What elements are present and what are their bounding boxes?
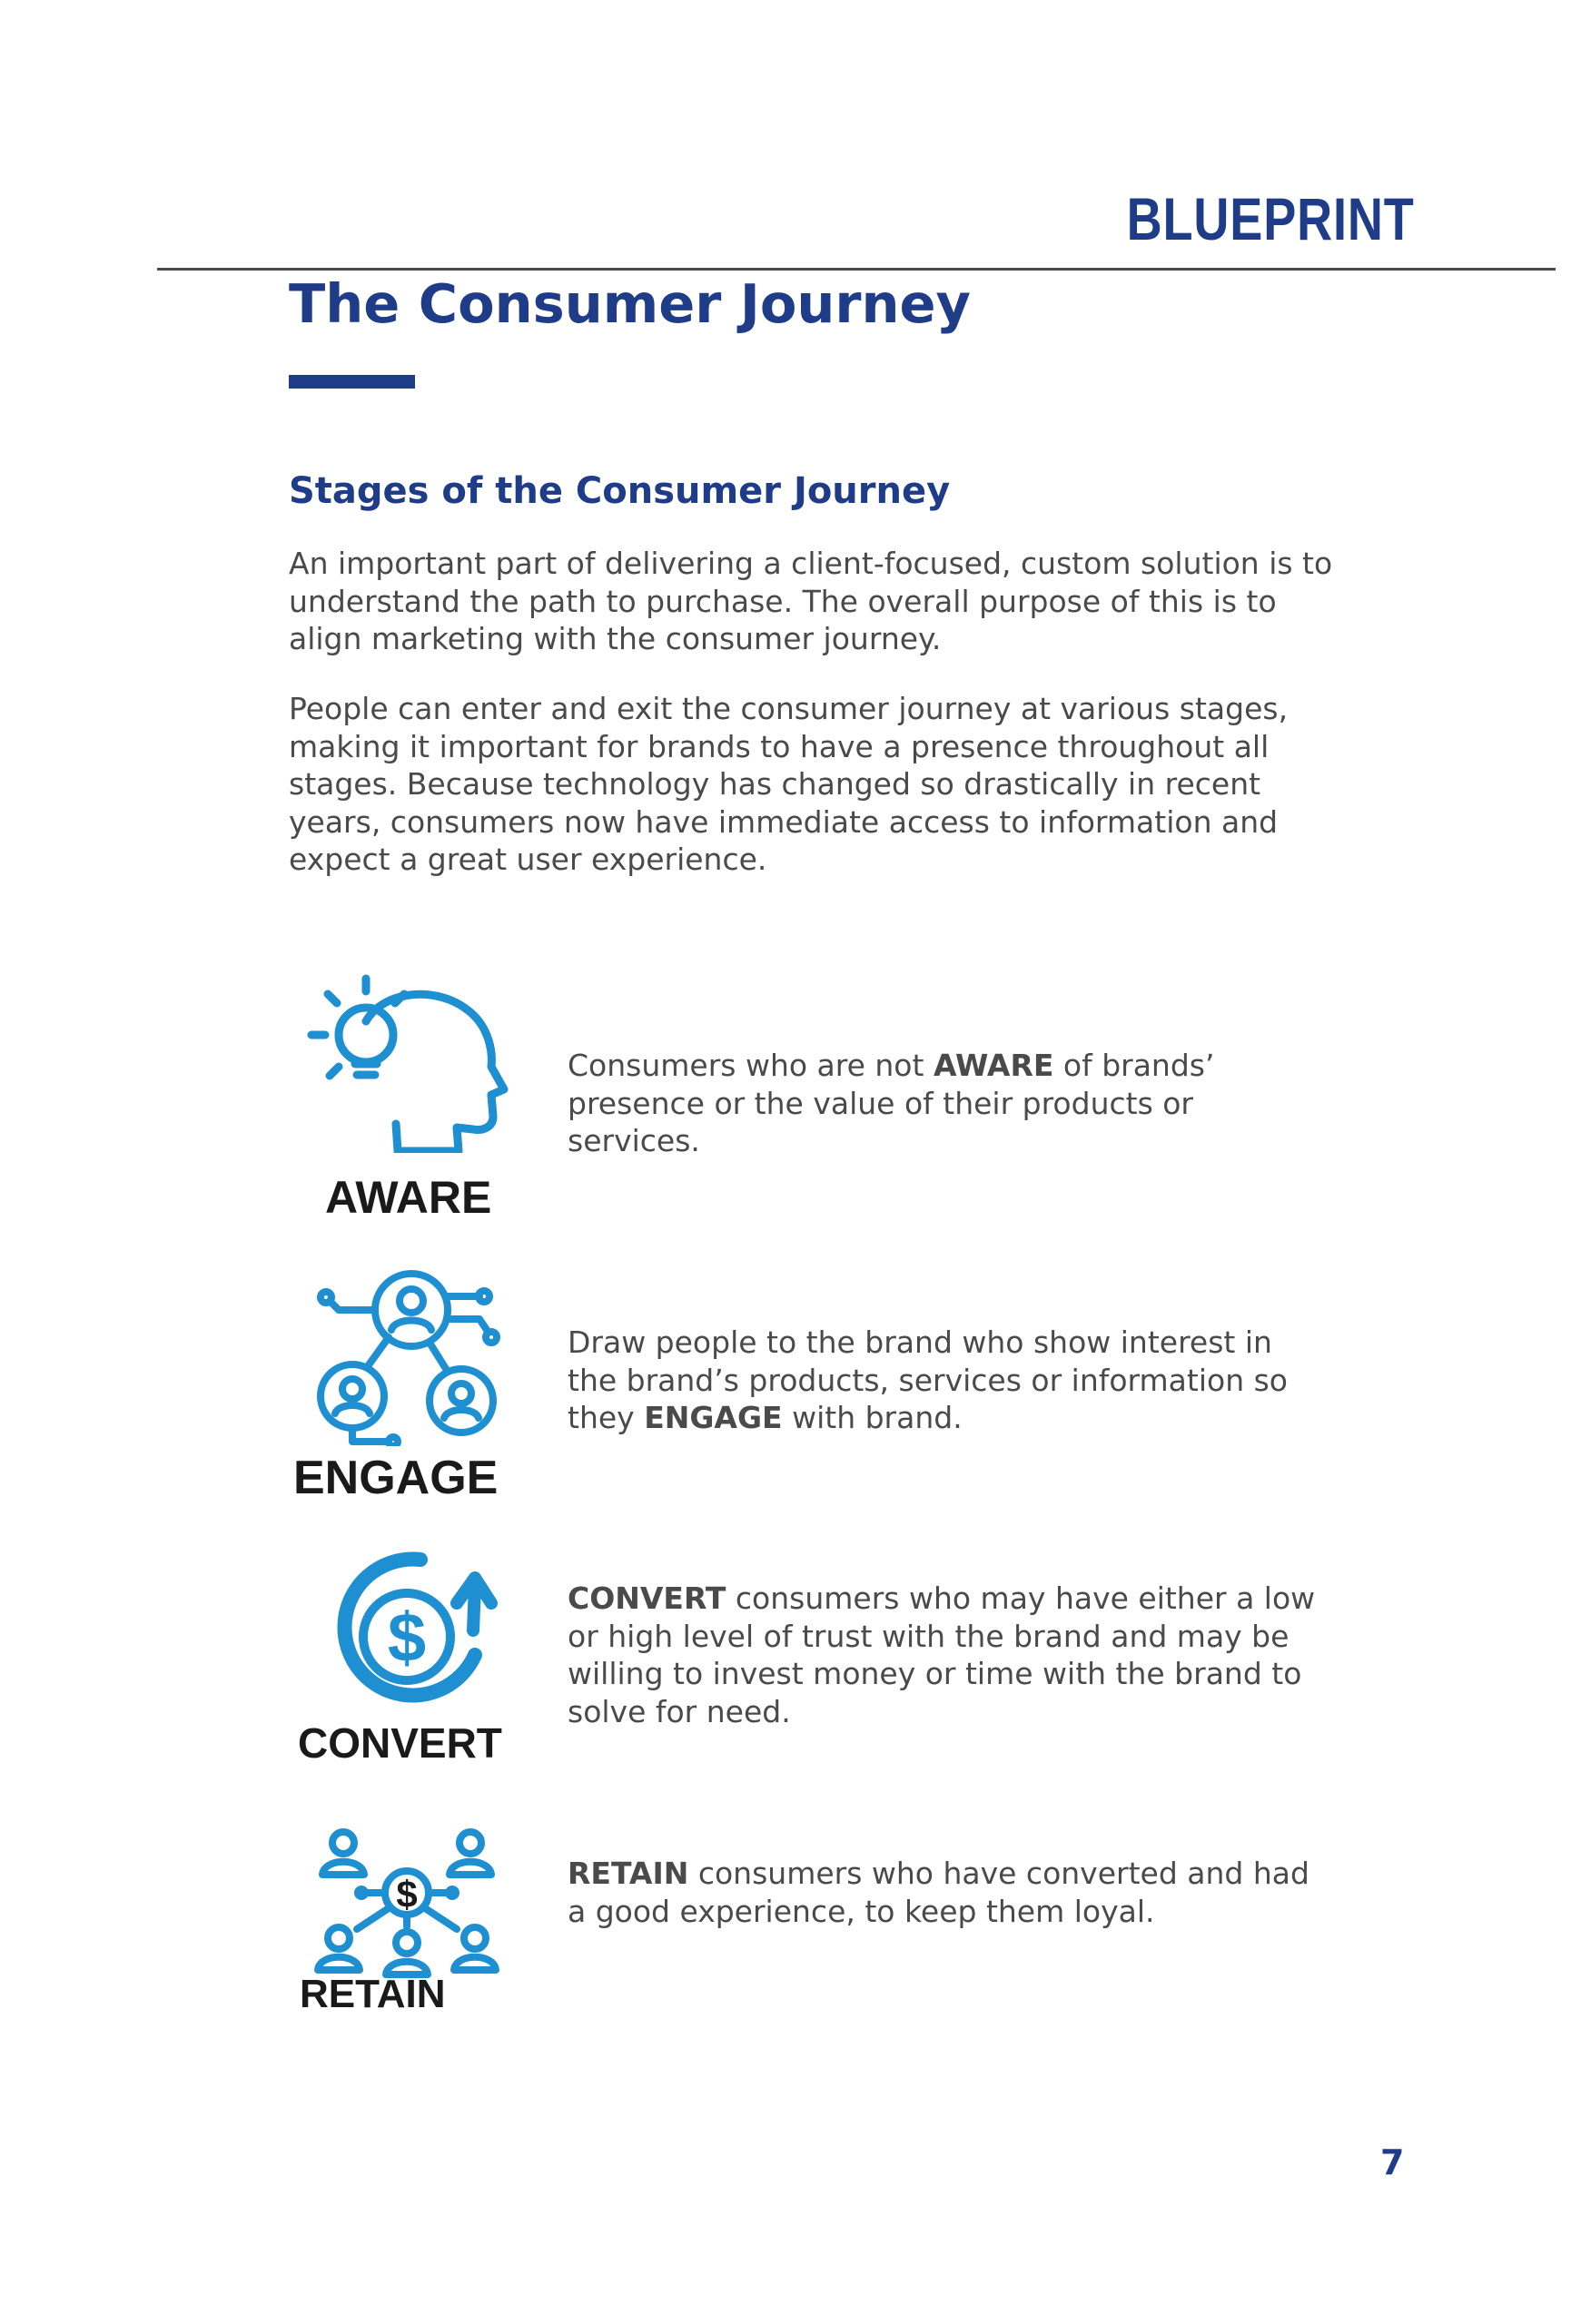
aware-label: AWARE: [325, 1172, 492, 1223]
dollar-cycle-icon: [302, 1551, 511, 1723]
page-title: The Consumer Journey: [289, 272, 971, 335]
brand-logo: BLUEPRINT: [1126, 185, 1415, 252]
header-divider: [157, 268, 1556, 271]
svg-text:$: $: [387, 1600, 427, 1677]
section-title: Stages of the Consumer Journey: [289, 470, 951, 512]
people-network-icon: [302, 1265, 511, 1446]
convert-stage-icon: [289, 1551, 525, 1723]
lightbulb-head-icon: [302, 971, 511, 1153]
intro-paragraph: An important part of delivering a client-focused, custom solution is to understand the path to purchase. The overall purpose of this is to align marketing with the consumer journey.: [289, 546, 1333, 656]
svg-text:$: $: [396, 1873, 418, 1915]
aware-description: Consumers who are not AWARE of brands’ presence or the value of their products or services.: [568, 1048, 1215, 1158]
title-accent-bar: [289, 375, 415, 389]
convert-description: CONVERT consumers who may have either a low or high level of trust with the brand and may be willing to invest money or time with the brand to solve for need.: [568, 1581, 1316, 1729]
body-paragraph: People can enter and exit the consumer journey at various stages, making it important for brands to have a presence throughout all stages. Because technology has changed so drastically in recent years, consumers now have immediate access to information and expect a great user experience.: [289, 691, 1289, 877]
retain-description: RETAIN consumers who have converted and had a good experience, to keep them loyal.: [568, 1856, 1309, 1929]
engage-stage-icon: [289, 1265, 525, 1446]
page-number: 7: [1380, 2142, 1405, 2182]
convert-label: CONVERT: [298, 1719, 502, 1767]
retain-label: RETAIN: [300, 1972, 446, 2016]
engage-description: Draw people to the brand who show interest in the brand’s products, services or information so they ENGAGE with brand.: [568, 1324, 1288, 1435]
engage-label: ENGAGE: [293, 1452, 499, 1504]
aware-stage-icon: [289, 971, 525, 1153]
